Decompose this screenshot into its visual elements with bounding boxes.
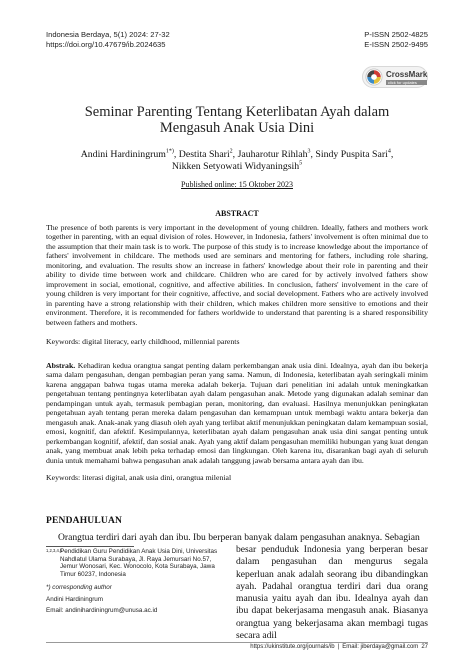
author-name: Nikken Setyowati Widyaningsih xyxy=(171,160,300,172)
footnotes xyxy=(46,548,230,615)
author-name: Sindy Puspita Sari xyxy=(315,149,388,160)
journal-header xyxy=(46,30,170,50)
abstract-text: The presence of both parents is very important in the development of young children. Ideally, fathers and mothers work together in parenting, with an equal division of roles. However, in Indonesia, fathers' involvement is often minimal due to the assumption that their main task is to work. The purpose of this study is to increase knowledge about the importance of fathers' involvement in childcare. The methods used are seminars and mentoring for fathers, including role sharing, monitoring, and evaluation. The results show an increase in fathers' knowledge about their role in parenting and their ability to divide time between work and childcare. Children who are cared for by actively involved fathers show improvement in social, emotional, cognitive, and affective abilities. In conclusion, fathers' involvement in the care of young children is very important for their cognitive, affective, and social development. Fathers who are actively involved in parenting have a strong relationship with their children, which makes children more sensitive to emotions and their environment. Therefore, it is recommended for fathers worldwide to understand that parenting is a shared responsibility between fathers and mothers. xyxy=(46,223,428,327)
intro-paragraph: besar penduduk Indonesia yang berperan besar dalam pengasuhan dan mengurus segala keperluan anak adalah seorang ibu dibandingkan ayah. Padahal orangtua terdiri dari dua orang manusia yaitu ayah dan ibu. Idealnya ayah dan ibu dapat bekerjasama mengasuh anak. Biasanya orangtua yang bekerjasama akan membagi tugas secara adil xyxy=(236,544,428,642)
pissn: P-ISSN 2502-4825 xyxy=(364,30,428,39)
crossmark-badge[interactable] xyxy=(362,66,428,88)
abstract-keywords: Keywords: digital literacy, early childhood, millennial parents xyxy=(46,337,240,346)
abstrak-label: Abstrak. xyxy=(46,361,76,370)
abstrak-text: Kehadiran kedua orangtua sangat penting dalam perkembangan anak usia dini. Idealnya, ayah dan ibu bekerja sama dalam pengasuhan, dengan pembagian peran yang sama. Namun, di Indonesia, keterlibatan ayah seringkali minim karena anggapan bahwa tugas utama mereka adalah bekerja. Tujuan dari penelitian ini adalah untuk meningkatkan pengetahuan tentang pentingnya keterlibatan ayah dalam pengasuhan anak. Metode yang digunakan adalah seminar dan pendampingan untuk ayah, termasuk pembagian peran, monitoring, dan evaluasi. Hasilnya menunjukkan peningkatan pengetahuan ayah tentang peran mereka dalam pengasuhan dan kemampuan untuk membagi waktu antara bekerja dan mengasuh anak. Anak-anak yang diasuh oleh ayah yang terlibat aktif menunjukkan peningkatan dalam kemampuan sosial, emosi, kognitif, dan afektif. Kesimpulannya, keterlibatan ayah dalam pengasuhan anak usia dini sangat penting untuk perkembangan kognitif, afektif, dan sosial anak. Ayah yang aktif dalam pengasuhan memiliki hubungan yang kuat dengan anak, yang membuat anak lebih peka terhadap emosi dan lingkungan. Oleh karena itu, disarankan bagi ayah di seluruh dunia untuk memahami bahwa pengasuhan anak adalah tanggung jawab bersama antara ayah dan ibu. xyxy=(46,361,428,465)
paper-title: Seminar Parenting Tentang Keterlibatan Ayah dalam Mengasuh Anak Usia Dini xyxy=(84,104,390,136)
corresponding-email[interactable]: Email: andinihardiningrum@unusa.ac.id xyxy=(46,607,158,615)
author-name: Andini Hardiningrum xyxy=(80,149,166,160)
intro-first-line: Orangtua terdiri dari ayah dan ibu. Ibu berperan banyak dalam pengasuhan anaknya. Sebagian xyxy=(58,532,420,543)
author-affiliation-mark: 5 xyxy=(299,160,303,167)
corresponding-name: Andini Hardiningrum xyxy=(46,595,104,603)
author-affiliation-mark: 4 xyxy=(387,148,391,155)
journal-email[interactable]: Email: jiberdaya@gmail.com xyxy=(342,644,419,650)
crossmark-sub: click for updates xyxy=(386,80,427,85)
page-number: 27 xyxy=(421,644,428,650)
corresponding-note: *) corresponding author xyxy=(46,583,112,591)
footer-divider xyxy=(46,642,428,643)
page-footer xyxy=(250,644,428,650)
abstrak-paragraph xyxy=(46,361,428,465)
section-heading: PENDAHULUAN xyxy=(46,516,123,526)
journal-citation: Indonesia Berdaya, 5(1) 2024: 27-32 xyxy=(46,30,170,39)
issn-header xyxy=(364,30,428,50)
footnote-divider xyxy=(46,546,134,547)
crossmark-icon xyxy=(365,68,383,86)
author-name: Jauharotur Rihlah xyxy=(237,149,308,160)
abstrak-keywords: Keywords: literasi digital, anak usia dini, orangtua milenial xyxy=(46,473,232,482)
doi-link[interactable]: https://doi.org/10.47679/ib.2024635 xyxy=(46,40,166,49)
affiliation-marks: 1,2,3,4,5 xyxy=(46,548,63,553)
eissn: E-ISSN 2502-9495 xyxy=(364,40,428,49)
journal-url[interactable]: https://ukinstitute.org/journals/ib xyxy=(250,644,335,650)
author-affiliation-mark: 2 xyxy=(229,148,233,155)
crossmark-name: CrossMark xyxy=(386,69,428,79)
affiliation-footnote xyxy=(46,548,230,579)
author-name: Destita Shari xyxy=(178,149,230,160)
affiliation-text: Pendidikan Guru Pendidikan Anak Usia Dini, Universitas Nahdlatul Ulama Surabaya, Jl. Raya Jemursari No.57, Jemur Wonosari, Kec. Wonocolo, Kota Surabaya, Jawa Timur 60237, Indonesia xyxy=(60,548,218,579)
author-affiliation-mark: 3 xyxy=(307,148,311,155)
abstract-heading: ABSTRACT xyxy=(215,209,259,218)
footer-separator: | xyxy=(337,644,340,650)
published-date: Published online: 15 Oktober 2023 xyxy=(181,180,293,189)
author-affiliation-mark: 1*) xyxy=(165,148,174,155)
author-list: Andini Hardiningrum$^{1*)}$, Destita Shari$^2$, Jauharotur Rihlah$^3$, Sindy Puspita Sari$^4$, Nikken Setyowati Widyaningsih$^5$ xyxy=(80,148,394,172)
